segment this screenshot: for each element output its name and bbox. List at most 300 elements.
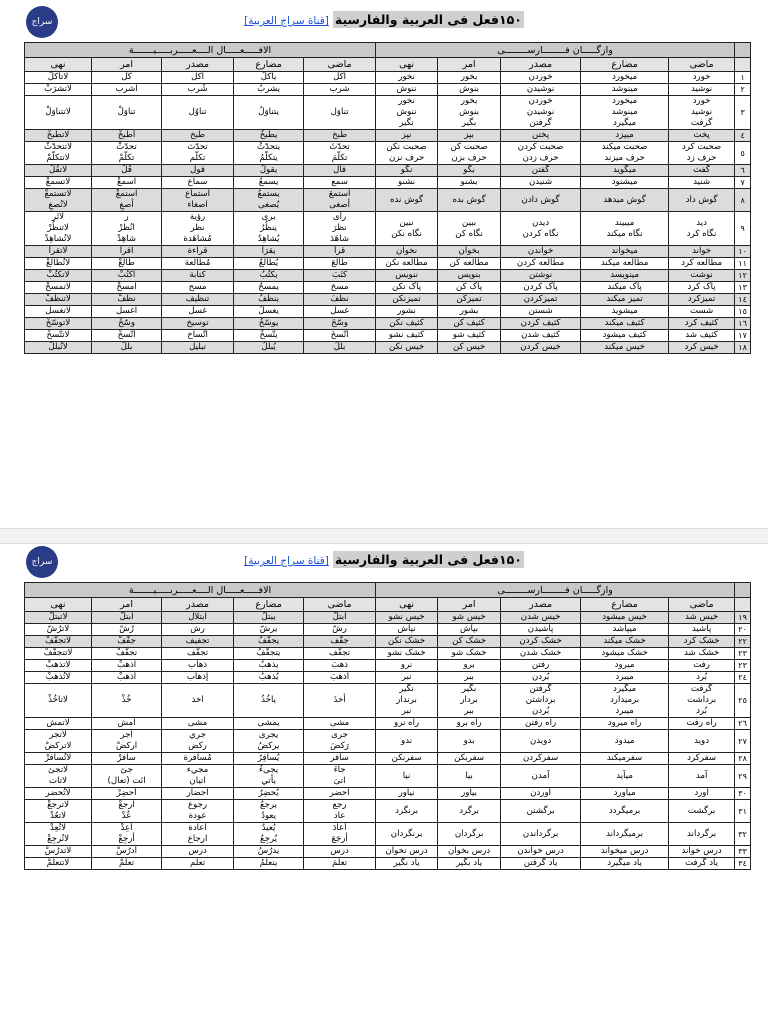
cell-arabic-past bbox=[304, 212, 376, 246]
cell-persian-past bbox=[669, 84, 735, 96]
cell-persian-prohibitive bbox=[376, 753, 438, 765]
cell-arabic-present bbox=[234, 765, 304, 788]
cell-text: خیس کرد bbox=[684, 342, 719, 352]
cell-text: امسحْ bbox=[116, 282, 137, 292]
cell-text: خوردن bbox=[528, 72, 553, 82]
cell-persian-infinitive bbox=[501, 72, 581, 84]
cell-arabic-past bbox=[304, 636, 376, 648]
cell-arabic-present bbox=[234, 330, 304, 342]
cell-arabic-prohibitive bbox=[25, 270, 92, 282]
cell-text: تمیزکُن bbox=[456, 294, 482, 304]
cell-text: أعادَ أرجَعَ bbox=[331, 823, 348, 844]
col-header-arabic-prohibitive: نهی bbox=[25, 58, 92, 72]
cell-text: میپزد bbox=[615, 130, 634, 140]
cell-persian-present bbox=[581, 306, 669, 318]
cell-text: خیس کردن bbox=[520, 342, 561, 352]
table-row bbox=[25, 142, 751, 165]
cell-persian-present bbox=[581, 212, 669, 246]
cell-text: نخور ننوش نگیر bbox=[396, 96, 417, 128]
channel-link[interactable]: [قناة سراج العربیة] bbox=[244, 555, 329, 567]
cell-text: رأی نظرَ شاهَدَ bbox=[330, 212, 349, 244]
table-body-1 bbox=[25, 72, 751, 354]
cell-text: مینوشد bbox=[611, 84, 638, 94]
cell-text: أعِدْ أرجِعْ bbox=[118, 823, 135, 844]
row-number: ١٠ bbox=[735, 246, 751, 258]
table-row bbox=[25, 846, 751, 858]
cell-arabic-imperative bbox=[92, 177, 162, 189]
row-number: ١٦ bbox=[735, 318, 751, 330]
cell-persian-past bbox=[669, 130, 735, 142]
cell-text: نیاور bbox=[398, 788, 415, 798]
cell-text: طالعَ bbox=[331, 258, 348, 268]
cell-persian-imperative bbox=[438, 660, 501, 672]
cell-persian-imperative bbox=[438, 612, 501, 624]
cell-persian-present bbox=[581, 282, 669, 294]
cell-persian-prohibitive bbox=[376, 96, 438, 130]
table-row bbox=[25, 130, 751, 142]
cell-persian-infinitive bbox=[501, 765, 581, 788]
cell-text: نظّفْ bbox=[117, 294, 136, 304]
cell-persian-infinitive bbox=[501, 330, 581, 342]
cell-text: یُبلّلُ bbox=[261, 342, 276, 352]
cell-persian-infinitive bbox=[501, 636, 581, 648]
page-title bbox=[0, 12, 768, 27]
cell-text: لاتجفّفْ bbox=[44, 636, 72, 646]
cell-text: نگو bbox=[400, 165, 413, 175]
row-number: ١٤ bbox=[735, 294, 751, 306]
table-row bbox=[25, 660, 751, 672]
cell-text: ببر bbox=[464, 672, 474, 682]
cell-text: برگرداندن bbox=[522, 828, 559, 839]
cell-arabic-prohibitive bbox=[25, 800, 92, 823]
cell-persian-imperative bbox=[438, 624, 501, 636]
cell-text: مشی bbox=[329, 718, 350, 728]
cell-text: کثیف شو bbox=[452, 330, 486, 340]
cell-text: یاد میگیرد bbox=[607, 858, 642, 868]
cell-persian-past bbox=[669, 306, 735, 318]
cell-text: نبین نگاه نکن bbox=[391, 217, 422, 239]
cell-persian-past bbox=[669, 823, 735, 846]
cell-arabic-past bbox=[304, 72, 376, 84]
cell-text: کثیف میکند bbox=[604, 318, 645, 328]
cell-text: قرأ bbox=[333, 246, 346, 256]
cell-text: اتّسخْ bbox=[117, 330, 136, 340]
cell-arabic-present bbox=[234, 660, 304, 672]
cell-text: خیس شو bbox=[452, 612, 486, 622]
cell-persian-infinitive bbox=[501, 858, 581, 870]
cell-text: میبرد bbox=[615, 672, 634, 682]
cell-persian-infinitive bbox=[501, 142, 581, 165]
cell-text: بُردن bbox=[531, 672, 550, 682]
cell-persian-infinitive bbox=[501, 318, 581, 330]
cell-arabic-masdar bbox=[162, 823, 234, 846]
cell-text: سفربکن bbox=[454, 753, 485, 763]
cell-arabic-imperative bbox=[92, 212, 162, 246]
cell-text: خشک نکن bbox=[388, 636, 426, 646]
cell-arabic-past bbox=[304, 612, 376, 624]
cell-text: مطالعه کرد bbox=[681, 258, 723, 268]
cell-persian-present bbox=[581, 823, 669, 846]
table-row bbox=[25, 612, 751, 624]
col-header-arabic-past: ماضی bbox=[304, 58, 376, 72]
row-number: ٢ bbox=[735, 84, 751, 96]
cell-text: جری رَکضَ bbox=[330, 730, 349, 751]
cell-persian-present bbox=[581, 142, 669, 165]
cell-arabic-past bbox=[304, 648, 376, 660]
cell-arabic-present bbox=[234, 624, 304, 636]
cell-arabic-prohibitive bbox=[25, 306, 92, 318]
cell-text: لاتمسحْ bbox=[45, 282, 71, 292]
cell-text: مجيء اتیان bbox=[186, 765, 209, 786]
cell-arabic-masdar bbox=[162, 612, 234, 624]
cell-text: یاد گرفتن bbox=[523, 858, 558, 868]
cell-text: یدرُسُ bbox=[257, 846, 280, 856]
cell-text: ارجعْ عُدْ bbox=[118, 800, 135, 821]
cell-text: لاتاخُذْ bbox=[48, 695, 68, 705]
group-header-persian: وازگـــــان فــــــــارســــــــی bbox=[376, 583, 735, 598]
row-number: ١٣ bbox=[735, 282, 751, 294]
cell-persian-present bbox=[581, 270, 669, 282]
cell-text: خشک شدن bbox=[519, 648, 562, 658]
cell-text: آورد bbox=[694, 788, 709, 798]
cell-arabic-prohibitive bbox=[25, 624, 92, 636]
cell-text: رُشّ bbox=[119, 624, 134, 634]
cell-persian-imperative bbox=[438, 672, 501, 684]
cell-persian-past bbox=[669, 342, 735, 354]
cell-persian-infinitive bbox=[501, 648, 581, 660]
cell-persian-imperative bbox=[438, 258, 501, 270]
cell-persian-prohibitive bbox=[376, 648, 438, 660]
table-row bbox=[25, 189, 751, 212]
cell-text: بخور bbox=[460, 72, 478, 82]
cell-arabic-present bbox=[234, 177, 304, 189]
cell-text: سفرمیکند bbox=[606, 753, 643, 763]
cell-text: یوسّخُ bbox=[258, 318, 279, 328]
cell-persian-past bbox=[669, 318, 735, 330]
corner-cell bbox=[735, 43, 751, 58]
cell-persian-infinitive bbox=[501, 84, 581, 96]
cell-arabic-masdar bbox=[162, 858, 234, 870]
cell-arabic-past bbox=[304, 294, 376, 306]
row-number: ٣٣ bbox=[735, 846, 751, 858]
cell-text: شنیدن bbox=[528, 177, 553, 187]
cell-text: اجر ارکضْ bbox=[115, 730, 138, 751]
cell-text: میگیرد برمیدارد میبرد bbox=[609, 684, 640, 716]
cell-text: نوشیدن bbox=[526, 84, 555, 94]
cell-persian-prohibitive bbox=[376, 294, 438, 306]
cell-persian-prohibitive bbox=[376, 212, 438, 246]
cell-persian-past bbox=[669, 258, 735, 270]
cell-arabic-past bbox=[304, 142, 376, 165]
cell-text: خوردن نوشیدن گرفتن bbox=[526, 96, 555, 128]
cell-arabic-masdar bbox=[162, 246, 234, 258]
row-number: ١٨ bbox=[735, 342, 751, 354]
cell-arabic-present bbox=[234, 846, 304, 858]
row-number: ٣٤ bbox=[735, 858, 751, 870]
col-header-arabic-imperative: امر bbox=[92, 598, 162, 612]
cell-persian-infinitive bbox=[501, 246, 581, 258]
cell-persian-infinitive bbox=[501, 730, 581, 753]
cell-persian-past bbox=[669, 753, 735, 765]
cell-text: قراءة bbox=[187, 246, 208, 256]
cell-persian-past bbox=[669, 636, 735, 648]
cell-text: توسیخ bbox=[186, 318, 209, 328]
cell-text: أحضِرْ bbox=[116, 788, 137, 798]
cell-arabic-past bbox=[304, 330, 376, 342]
cell-persian-past bbox=[669, 189, 735, 212]
cell-text: اعادة ارجاع bbox=[187, 823, 208, 844]
cell-text: کثیف شدن bbox=[521, 330, 561, 340]
table-row bbox=[25, 753, 751, 765]
cell-persian-prohibitive bbox=[376, 72, 438, 84]
cell-persian-present bbox=[581, 246, 669, 258]
table-row bbox=[25, 165, 751, 177]
cell-text: دوید bbox=[694, 735, 710, 746]
cell-persian-present bbox=[581, 730, 669, 753]
cell-arabic-past bbox=[304, 718, 376, 730]
cell-arabic-past bbox=[304, 800, 376, 823]
cell-text: پاک نکن bbox=[392, 282, 422, 292]
cell-text: ابتلال bbox=[188, 612, 207, 622]
cell-persian-imperative bbox=[438, 165, 501, 177]
cell-arabic-past bbox=[304, 165, 376, 177]
cell-text: لاتقُلْ bbox=[48, 165, 68, 175]
cell-persian-past bbox=[669, 330, 735, 342]
cell-arabic-prohibitive bbox=[25, 72, 92, 84]
cell-text: درس bbox=[188, 846, 207, 856]
cell-persian-prohibitive bbox=[376, 165, 438, 177]
cell-text: سافرْ bbox=[117, 753, 136, 763]
cell-text: برو bbox=[463, 660, 475, 670]
cell-arabic-prohibitive bbox=[25, 177, 92, 189]
cell-arabic-past bbox=[304, 823, 376, 846]
corner-cell bbox=[735, 58, 751, 72]
cell-text: یکتُبُ bbox=[259, 270, 278, 280]
cell-persian-prohibitive bbox=[376, 612, 438, 624]
cell-text: مُطالعة bbox=[184, 258, 211, 268]
cell-text: طبخ bbox=[190, 130, 206, 140]
cell-arabic-imperative bbox=[92, 636, 162, 648]
corner-cell bbox=[735, 598, 751, 612]
cell-text: گفت bbox=[693, 165, 711, 175]
cell-persian-present bbox=[581, 846, 669, 858]
channel-link[interactable]: [قناة سراج العربیة] bbox=[244, 15, 329, 27]
cell-persian-imperative bbox=[438, 342, 501, 354]
cell-persian-present bbox=[581, 753, 669, 765]
cell-arabic-past bbox=[304, 684, 376, 718]
cell-text: خیس نشو bbox=[388, 612, 425, 622]
cell-text: کثیف نکن bbox=[389, 318, 424, 328]
cell-arabic-prohibitive bbox=[25, 718, 92, 730]
col-header-arabic-imperative: امر bbox=[92, 58, 162, 72]
cell-text: خشک نشو bbox=[387, 648, 426, 658]
cell-text: خشک کن bbox=[452, 636, 487, 646]
cell-text: یاکلُ bbox=[260, 72, 277, 82]
cell-text: اتّسخَ bbox=[330, 330, 349, 340]
cell-arabic-masdar bbox=[162, 306, 234, 318]
cell-persian-present bbox=[581, 858, 669, 870]
cell-text: رؤیة نظر مُشاهَدة bbox=[183, 212, 212, 244]
cell-arabic-masdar bbox=[162, 177, 234, 189]
cell-text: غسل bbox=[330, 306, 349, 316]
cell-arabic-past bbox=[304, 730, 376, 753]
cell-persian-infinitive bbox=[501, 270, 581, 282]
cell-arabic-imperative bbox=[92, 96, 162, 130]
cell-arabic-present bbox=[234, 246, 304, 258]
cell-text: تمیز میکند bbox=[606, 294, 643, 304]
cell-persian-past bbox=[669, 846, 735, 858]
cell-text: پخت bbox=[693, 130, 710, 140]
cell-text: اغسل bbox=[116, 306, 138, 316]
cell-text: تناوَل bbox=[330, 107, 349, 117]
col-header-persian-present: مضارع bbox=[581, 598, 669, 612]
cell-text: یرجعُ یعودُ bbox=[260, 800, 278, 821]
table-row bbox=[25, 72, 751, 84]
cell-persian-imperative bbox=[438, 177, 501, 189]
row-number: ١٢ bbox=[735, 270, 751, 282]
cell-persian-present bbox=[581, 318, 669, 330]
cell-arabic-imperative bbox=[92, 800, 162, 823]
cell-arabic-imperative bbox=[92, 258, 162, 270]
cell-arabic-present bbox=[234, 823, 304, 846]
table-row bbox=[25, 177, 751, 189]
cell-text: یرشّ bbox=[259, 624, 278, 634]
cell-text: خشک کردن bbox=[519, 636, 562, 646]
cell-persian-past bbox=[669, 660, 735, 672]
cell-persian-infinitive bbox=[501, 282, 581, 294]
cell-text: استمعْ أصغِ bbox=[115, 189, 138, 210]
cell-text: نوشید bbox=[691, 84, 713, 94]
title-main: ۱۵۰فعل فی العربیة والفارسیة bbox=[334, 12, 522, 27]
cell-persian-infinitive bbox=[501, 672, 581, 684]
table-row bbox=[25, 684, 751, 718]
group-header-persian: وازگـــــان فــــــــارســــــــی bbox=[376, 43, 735, 58]
cell-persian-present bbox=[581, 800, 669, 823]
cell-text: نخوان bbox=[396, 246, 418, 256]
cell-persian-infinitive bbox=[501, 823, 581, 846]
cell-text: میشوید bbox=[611, 306, 638, 316]
cell-text: برگشت bbox=[687, 805, 716, 816]
row-number: ٢٣ bbox=[735, 660, 751, 672]
cell-arabic-masdar bbox=[162, 84, 234, 96]
cell-arabic-prohibitive bbox=[25, 258, 92, 270]
cell-text: میگوید bbox=[612, 165, 637, 175]
cell-text: بلّلْ bbox=[120, 342, 133, 352]
cell-persian-infinitive bbox=[501, 130, 581, 142]
cell-persian-imperative bbox=[438, 846, 501, 858]
table-row bbox=[25, 672, 751, 684]
cell-text: گرفت برداشت بُرد bbox=[687, 684, 717, 716]
cell-text: خورد bbox=[692, 72, 711, 82]
cell-text: برگردان bbox=[454, 828, 484, 839]
cell-persian-infinitive bbox=[501, 189, 581, 212]
cell-text: نوشتن bbox=[529, 270, 553, 280]
cell-arabic-present bbox=[234, 318, 304, 330]
cell-persian-prohibitive bbox=[376, 624, 438, 636]
row-number: ٢٦ bbox=[735, 718, 751, 730]
cell-arabic-imperative bbox=[92, 612, 162, 624]
cell-persian-imperative bbox=[438, 294, 501, 306]
cell-persian-past bbox=[669, 212, 735, 246]
col-header-persian-present: مضارع bbox=[581, 58, 669, 72]
cell-text: یشربُ bbox=[257, 84, 280, 94]
cell-persian-present bbox=[581, 165, 669, 177]
cell-text: تمیزکردن bbox=[523, 294, 558, 304]
cell-persian-imperative bbox=[438, 72, 501, 84]
cell-text: جئ ائت (تعال) bbox=[107, 765, 146, 786]
cell-arabic-present bbox=[234, 306, 304, 318]
cell-arabic-imperative bbox=[92, 718, 162, 730]
cell-text: لاتُطالعْ bbox=[45, 258, 71, 268]
cell-arabic-masdar bbox=[162, 189, 234, 212]
cell-persian-imperative bbox=[438, 142, 501, 165]
cell-text: رفتن bbox=[531, 660, 550, 670]
cell-persian-past bbox=[669, 96, 735, 130]
cell-arabic-present bbox=[234, 730, 304, 753]
cell-text: کتَبَ bbox=[332, 270, 348, 280]
cell-text: مشی bbox=[187, 718, 208, 728]
cell-text: یذهبُ bbox=[258, 660, 279, 670]
table-row bbox=[25, 84, 751, 96]
cell-persian-prohibitive bbox=[376, 282, 438, 294]
cell-persian-prohibitive bbox=[376, 730, 438, 753]
cell-text: راه نرو bbox=[394, 718, 420, 728]
logo-text: سراج bbox=[31, 17, 53, 27]
col-header-arabic-present: مضارع bbox=[234, 58, 304, 72]
cell-text: ر انُظرْ شاهِدْ bbox=[117, 212, 136, 244]
cell-arabic-prohibitive bbox=[25, 765, 92, 788]
row-number: ٢٥ bbox=[735, 684, 751, 718]
cell-text: یجری یرکضُ bbox=[257, 730, 280, 751]
cell-text: پاک میکند bbox=[607, 282, 642, 292]
cell-persian-prohibitive bbox=[376, 258, 438, 270]
cell-text: تمیزکرد bbox=[687, 294, 716, 304]
table-row bbox=[25, 636, 751, 648]
verbs-table-2 bbox=[24, 582, 751, 870]
cell-text: أخذَ bbox=[333, 695, 346, 705]
cell-persian-prohibitive bbox=[376, 823, 438, 846]
cell-text: گوش داد bbox=[685, 194, 718, 205]
cell-arabic-present bbox=[234, 672, 304, 684]
cell-persian-infinitive bbox=[501, 258, 581, 270]
row-number: ١٩ bbox=[735, 612, 751, 624]
cell-arabic-prohibitive bbox=[25, 142, 92, 165]
cell-text: تعلّمَ bbox=[332, 858, 348, 868]
cell-arabic-present bbox=[234, 342, 304, 354]
cell-persian-prohibitive bbox=[376, 858, 438, 870]
row-number: ١ bbox=[735, 72, 751, 84]
cell-text: مطالعه نکن bbox=[385, 258, 428, 268]
cell-text: مطالعه کردن bbox=[516, 258, 565, 268]
cell-text: میخورد bbox=[612, 72, 638, 82]
cell-arabic-masdar bbox=[162, 684, 234, 718]
verbs-table-1 bbox=[24, 42, 751, 354]
cell-text: اخذ bbox=[191, 695, 204, 705]
cell-text: لاتتجفّفْ bbox=[43, 648, 73, 658]
cell-text: نظّفَ bbox=[330, 294, 349, 304]
cell-arabic-present bbox=[234, 648, 304, 660]
cell-arabic-imperative bbox=[92, 246, 162, 258]
cell-text: لاتستمعْ لاتُصغِ bbox=[44, 189, 72, 210]
cell-text: تناوُل bbox=[188, 107, 207, 117]
cell-persian-prohibitive bbox=[376, 306, 438, 318]
cell-text: بیاور bbox=[461, 788, 478, 798]
cell-text: ینظّفُ bbox=[258, 294, 280, 304]
cell-text: بُرد bbox=[696, 672, 708, 682]
row-number: ٣٠ bbox=[735, 788, 751, 800]
cell-arabic-past bbox=[304, 660, 376, 672]
cell-persian-prohibitive bbox=[376, 330, 438, 342]
